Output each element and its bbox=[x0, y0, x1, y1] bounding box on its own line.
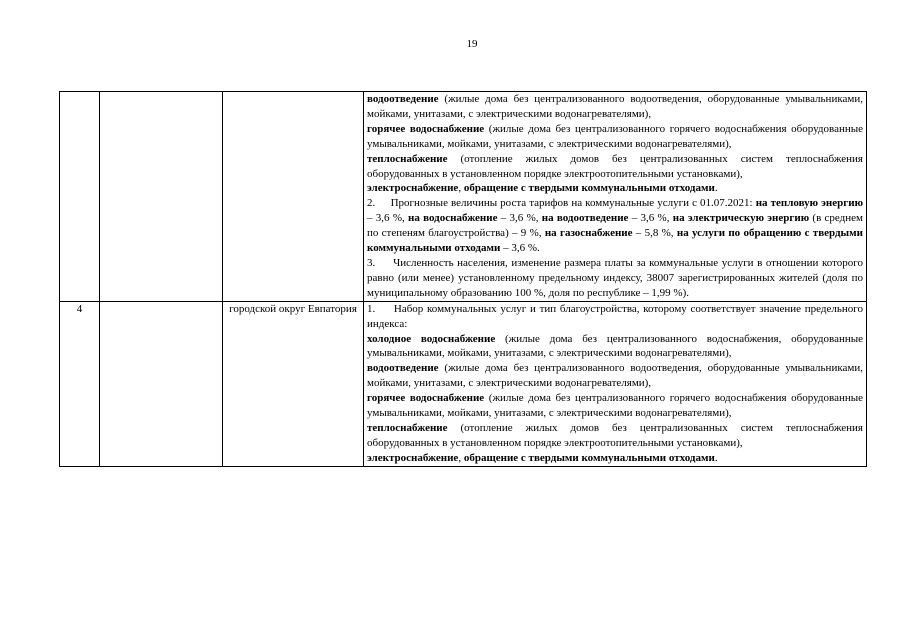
empty-cell bbox=[100, 301, 223, 466]
page-number: 19 bbox=[466, 38, 478, 50]
table-row bbox=[60, 301, 867, 466]
service-heating: теплоснабжение (отопление жилых домов без централизованных систем теплоснабжения оборудованных в установленном порядке электроотопительными установками), bbox=[367, 421, 863, 449]
service-heating: теплоснабжение (отопление жилых домов без централизованных систем теплоснабжения оборудованных в установленном порядке электроотопительными установками), bbox=[367, 152, 863, 180]
row-number-cell bbox=[60, 92, 100, 302]
municipality-cell bbox=[223, 92, 364, 302]
service-hot-water: горячее водоснабжение (жилые дома без централизованного горячего водоснабжения оборудованные умывальниками, мойками, унитазами, с электрическими водонагревателями), bbox=[367, 122, 863, 150]
tariff-growth-paragraph: 2. Прогнозные величины роста тарифов на коммунальные услуги с 01.07.2021: на тепловую энергию – 3,6 %, на водоснабжение – 3,6 %, на водоотведение – 3,6 %, на электрическую энергию (в среднем по степеням благоустройства) – 9 %, на газоснабжение – 5,8 %, на услуги по обращению с твердыми коммунальными отходами – 3,6 %. bbox=[367, 197, 863, 255]
tariff-table bbox=[59, 91, 867, 467]
services-set-paragraph: 1. Набор коммунальных услуг и тип благоустройства, которому соответствует значение предельного индекса: bbox=[367, 302, 863, 330]
service-electricity-waste: электроснабжение, обращение с твердыми коммунальными отходами. bbox=[367, 182, 718, 195]
empty-cell bbox=[100, 92, 223, 302]
content-cell bbox=[364, 301, 867, 466]
population-paragraph: 3. Численность населения, изменение размера платы за коммунальные услуги в отношении которого равно (или менее) установленному предельному индексу, 38007 зарегистрированных жителей (доля по муниципальному образованию 100 %, доля по республике – 1,99 %). bbox=[367, 256, 863, 299]
table-row bbox=[60, 92, 867, 302]
service-wastewater: водоотведение (жилые дома без централизованного водоотведения, оборудованные умывальниками, мойками, унитазами, с электрическими водонагревателями), bbox=[367, 362, 863, 390]
municipality-cell: городской округ Евпатория bbox=[223, 301, 364, 466]
service-cold-water: холодное водоснабжение (жилые дома без централизованного водоснабжения, оборудованные умывальниками, мойками, унитазами, с электрическими водонагревателями), bbox=[367, 332, 863, 360]
content-cell bbox=[364, 92, 867, 302]
service-hot-water: горячее водоснабжение (жилые дома без централизованного горячего водоснабжения оборудованные умывальниками, мойками, унитазами, с электрическими водонагревателями), bbox=[367, 392, 863, 420]
service-electricity-waste: электроснабжение, обращение с твердыми коммунальными отходами. bbox=[367, 451, 718, 464]
service-wastewater: водоотведение (жилые дома без централизованного водоотведения, оборудованные умывальниками, мойками, унитазами, с электрическими водонагревателями), bbox=[367, 93, 863, 120]
row-number-cell: 4 bbox=[60, 301, 100, 466]
